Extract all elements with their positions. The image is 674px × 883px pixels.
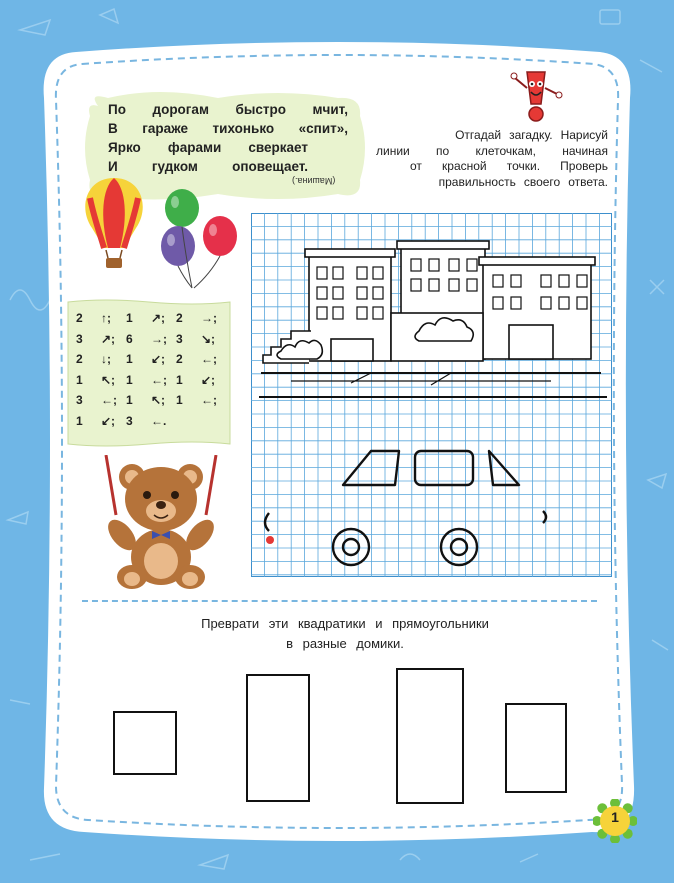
code-row: 2 ↓; 1 ↙; 2 ←; xyxy=(76,352,217,366)
code-row: 2 ↑; 1 ↗; 2 →; xyxy=(76,311,217,325)
exclamation-mascot-icon xyxy=(509,68,565,126)
rectangle-shape-2[interactable] xyxy=(246,674,310,802)
task-instruction xyxy=(376,128,608,190)
section-divider xyxy=(82,600,597,602)
square-shape-1[interactable] xyxy=(113,711,177,775)
code-row: 1 ↙; 3 ←. xyxy=(76,413,167,428)
square-shape-4[interactable] xyxy=(505,703,567,793)
instruction-line-3: от красной точки. Проверь xyxy=(410,159,608,173)
instruction-line-2: линии по клеточкам, начиная xyxy=(376,143,608,158)
riddle-line-1: По дорогам быстро мчит, xyxy=(108,102,348,117)
instruction-line-4: правильность своего ответа. xyxy=(438,174,608,189)
riddle-answer: (Машина.) xyxy=(292,176,336,186)
bottom-instruction: Преврати эти квадратики и прямоугольники в разные домики. xyxy=(201,616,489,651)
red-start-dot xyxy=(266,536,274,544)
code-row: 3 ←; 1 ↖; 1 ←; xyxy=(76,393,217,407)
code-row: 1 ↖; 1 ←; 1 ↙; xyxy=(76,372,216,387)
riddle-line-4: И гудком оповещает. xyxy=(108,159,308,174)
direction-code xyxy=(76,308,226,431)
teddy-bear-icon xyxy=(96,455,226,590)
balloons-illustration xyxy=(74,178,244,298)
riddle-line-3: Ярко фарами сверкает xyxy=(108,140,308,155)
drawing-grid[interactable] xyxy=(251,213,612,577)
rectangle-shape-3[interactable] xyxy=(396,668,464,804)
page-number: 1 xyxy=(611,809,619,825)
instruction-line-1: Отгадай загадку. Нарисуй xyxy=(455,128,608,142)
code-row: 3 ↗; 6 →; 3 ↘; xyxy=(76,331,216,346)
riddle-text xyxy=(108,100,348,176)
riddle-line-2: В гараже тихонько «спит», xyxy=(108,121,348,136)
